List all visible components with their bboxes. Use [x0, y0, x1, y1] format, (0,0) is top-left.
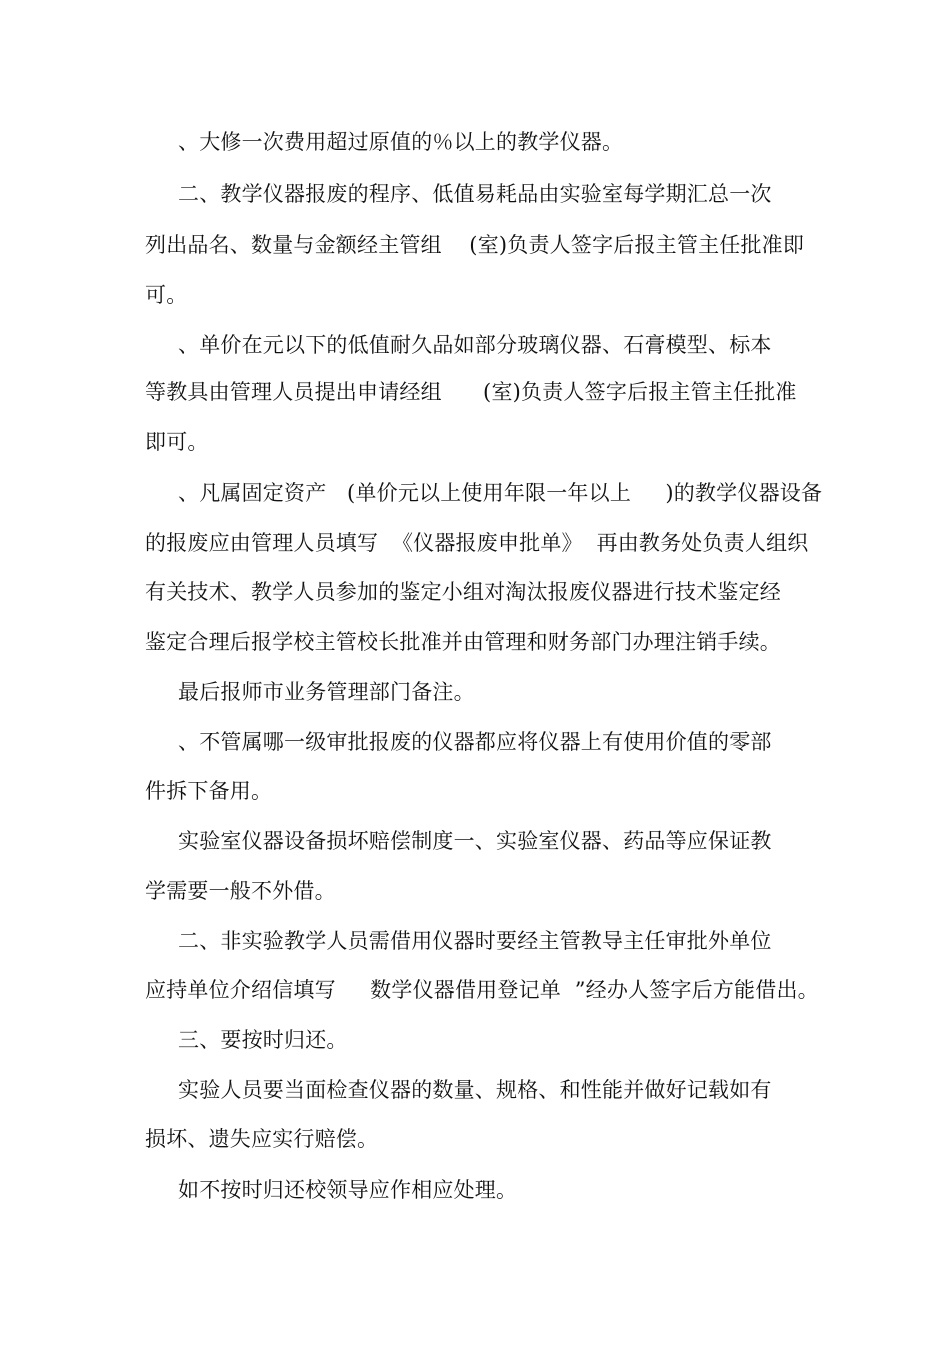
paragraph-line: 有关技术、教学人员参加的鉴定小组对淘汰报废仪器进行技术鉴定经	[145, 580, 781, 604]
paragraph-line: 件拆下备用。	[145, 779, 273, 803]
paragraph-line: 二、教学仪器报废的程序、低值易耗品由实验室每学期汇总一次	[178, 182, 772, 206]
paragraph-line: 、凡属固定资产 (单价元以上使用年限一年以上 )的教学仪器设备	[178, 481, 823, 505]
paragraph-line: 实验室仪器设备损坏赔偿制度一、实验室仪器、药品等应保证教	[178, 829, 772, 853]
paragraph-line: 、不管属哪一级审批报废的仪器都应将仪器上有使用价值的零部	[178, 730, 772, 754]
paragraph-line: 等教具由管理人员提出申请经组 (室)负责人签字后报主管主任批准	[145, 380, 797, 404]
paragraph-line: 最后报师市业务管理部门备注。	[178, 680, 475, 704]
paragraph-line: 即可。	[145, 430, 209, 454]
paragraph-line: 、单价在元以下的低值耐久品如部分玻璃仪器、石膏模型、标本	[178, 333, 772, 357]
paragraph-line: 列出品名、数量与金额经主管组 (室)负责人签字后报主管主任批准即	[145, 233, 805, 257]
paragraph-line: 损坏、遗失应实行赔偿。	[145, 1127, 379, 1151]
paragraph-line: 的报废应由管理人员填写 《仪器报废申批单》 再由教务处负责人组织	[145, 531, 809, 555]
paragraph-line: 学需要一般不外借。	[145, 879, 336, 903]
paragraph-line: 、大修一次费用超过原值的％以上的教学仪器。	[178, 130, 624, 154]
paragraph-line: 三、要按时归还。	[178, 1028, 348, 1052]
paragraph-line: 如不按时归还校领导应作相应处理。	[178, 1178, 518, 1202]
paragraph-line: 鉴定合理后报学校主管校长批准并由管理和财务部门办理注销手续。	[145, 630, 781, 654]
paragraph-line: 实验人员要当面检查仪器的数量、规格、和性能并做好记载如有	[178, 1078, 772, 1102]
paragraph-line: 应持单位介绍信填写 数学仪器借用登记单 ”经办人签字后方能借出。	[145, 978, 819, 1002]
paragraph-line: 二、非实验教学人员需借用仪器时要经主管教导主任审批外单位	[178, 929, 772, 953]
paragraph-line: 可。	[145, 283, 188, 307]
